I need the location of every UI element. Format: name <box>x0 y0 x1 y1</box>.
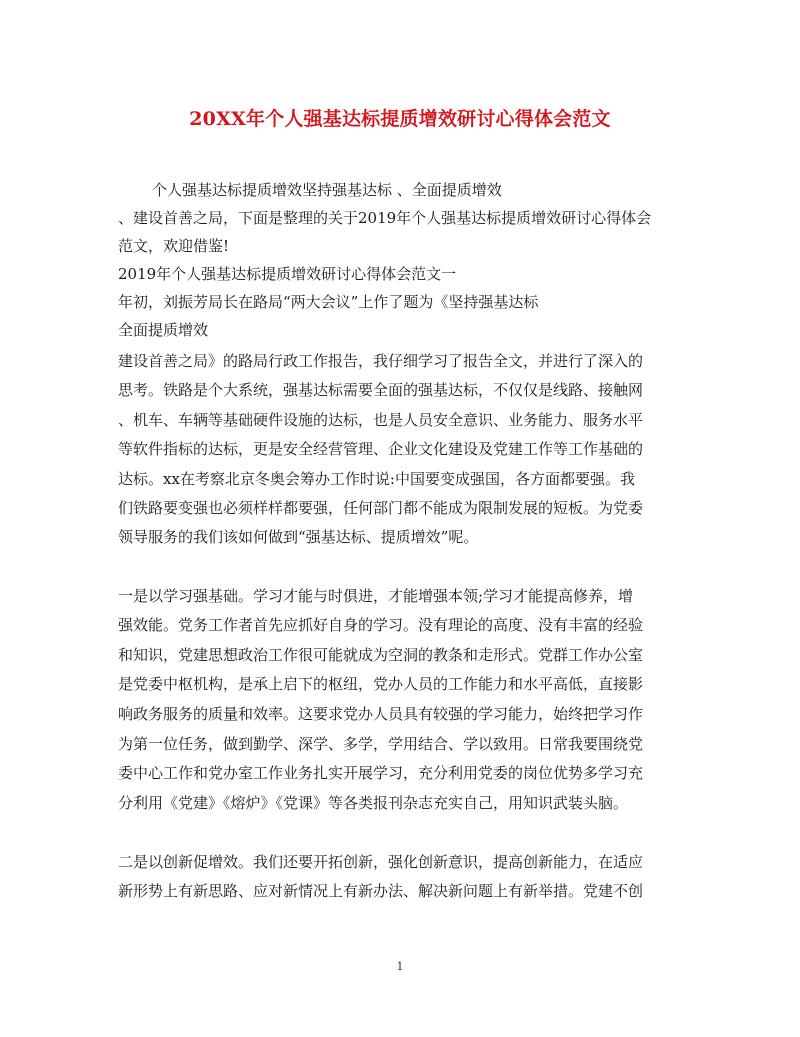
paragraph-line: 达标。xx在考察北京冬奥会筹办工作时说:中国要变成强国，各方面都要强。我 <box>118 470 635 488</box>
paragraph-line: 一是以学习强基础。学习才能与时俱进，才能增强本领;学习才能提高修养，增 <box>118 587 634 605</box>
paragraph-line: 个人强基达标提质增效坚持强基达标 、全面提质增效 <box>152 181 502 199</box>
paragraph-line: 思考。铁路是个大系统，强基达标需要全面的强基达标，不仅仅是线路、接触网 <box>118 381 644 399</box>
paragraph-line: 全面提质增效 <box>118 321 209 339</box>
paragraph-line: 们铁路要变强也必须样样都要强，任何部门都不能成为限制发展的短板。为党委 <box>118 499 644 517</box>
paragraph-line: 新形势上有新思路、应对新情况上有新办法、解决新问题上有新举措。党建不创 <box>118 882 644 900</box>
paragraph-line: 、机车、车辆等基础硬件设施的达标，也是人员安全意识、业务能力、服务水平 <box>118 411 644 429</box>
paragraph-line: 二是以创新促增效。我们还要开拓创新，强化创新意识，提高创新能力，在适应 <box>118 853 644 871</box>
paragraph-line: 领导服务的我们该如何做到“强基达标、提质增效”呢。 <box>118 528 479 546</box>
paragraph-line: 和知识，党建思想政治工作很可能就成为空洞的教条和走形式。党群工作办公室 <box>118 646 644 664</box>
paragraph-line: 强效能。党务工作者首先应抓好自身的学习。没有理论的高度、没有丰富的经验 <box>118 616 644 634</box>
paragraph-line: 等软件指标的达标，更是安全经营管理、企业文化建设及党建工作等工作基础的 <box>118 440 644 458</box>
paragraph-line: 为第一位任务，做到勤学、深学、多学，学用结合、学以致用。日常我要围绕党 <box>118 735 644 753</box>
paragraph-line: 建设首善之局》的路局行政工作报告，我仔细学习了报告全文，并进行了深入的 <box>118 352 644 370</box>
document-title: 20XX年个人强基达标提质增效研讨心得体会范文 <box>189 108 611 130</box>
paragraph-line: 分利用《党建》《熔炉》《党课》等各类报刊杂志充实自己，用知识武装头脑。 <box>118 794 629 812</box>
paragraph-line: 响政务服务的质量和效率。这要求党办人员具有较强的学习能力，始终把学习作 <box>118 705 644 723</box>
page-number: 1 <box>396 960 404 973</box>
paragraph-line: 2019年个人强基达标提质增效研讨心得体会范文一 <box>118 265 457 283</box>
paragraph-line: 年初，刘振芳局长在路局“两大会议”上作了题为《坚持强基达标 <box>118 293 539 311</box>
paragraph-line: 范文，欢迎借鉴! <box>118 237 230 255</box>
paragraph-line: 、建设首善之局，下面是整理的关于2019年个人强基达标提质增效研讨心得体会 <box>118 209 652 227</box>
paragraph-line: 委中心工作和党办室工作业务扎实开展学习，充分利用党委的岗位优势多学习充 <box>118 764 644 782</box>
paragraph-line: 是党委中枢机构，是承上启下的枢纽，党办人员的工作能力和水平高低，直接影 <box>118 675 644 693</box>
